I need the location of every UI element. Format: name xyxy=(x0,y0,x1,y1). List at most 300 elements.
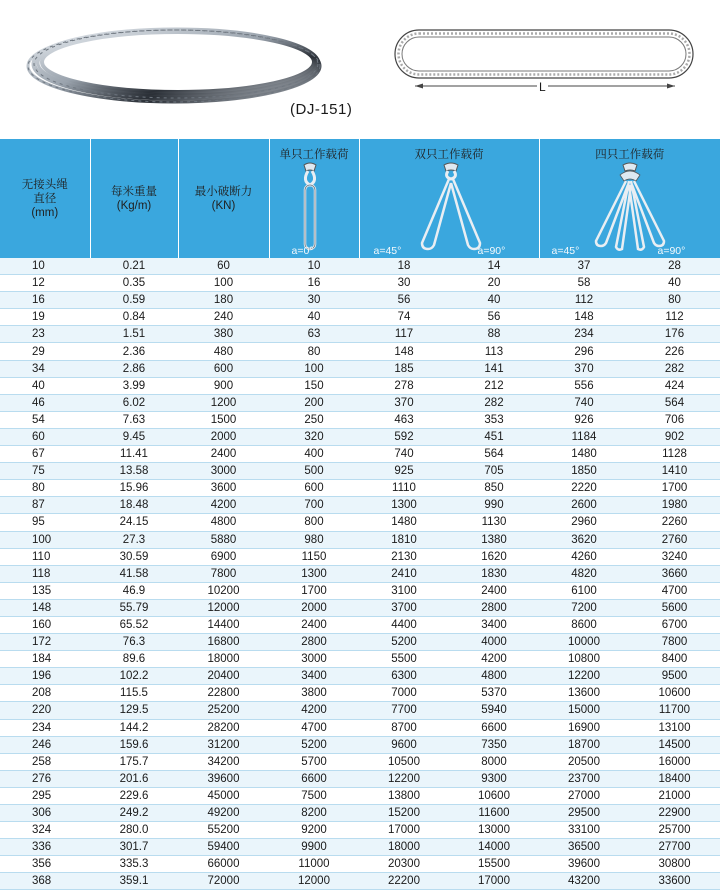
cell-quad-90: 902 xyxy=(629,428,720,445)
cell-double-45: 3700 xyxy=(359,599,449,616)
table-row xyxy=(0,805,720,822)
cell-breaking-force: 900 xyxy=(178,377,269,394)
cell-quad-90: 6700 xyxy=(629,616,720,633)
table-row xyxy=(0,497,720,514)
cell-quad-45: 556 xyxy=(539,377,629,394)
cell-single-load: 5200 xyxy=(269,736,359,753)
cell-double-90: 1130 xyxy=(449,514,539,531)
cell-weight: 15.96 xyxy=(90,480,178,497)
table-row xyxy=(0,377,720,394)
cell-diameter: 12 xyxy=(0,275,90,292)
cell-diameter: 16 xyxy=(0,292,90,309)
cell-weight: 0.35 xyxy=(90,275,178,292)
cell-breaking-force: 6900 xyxy=(178,548,269,565)
cell-double-45: 4400 xyxy=(359,616,449,633)
table-row xyxy=(0,531,720,548)
cell-single-load: 320 xyxy=(269,428,359,445)
cell-weight: 102.2 xyxy=(90,668,178,685)
cell-quad-90: 30800 xyxy=(629,856,720,873)
cell-breaking-force: 10200 xyxy=(178,582,269,599)
table-row xyxy=(0,446,720,463)
cell-quad-45: 926 xyxy=(539,411,629,428)
cell-diameter: 19 xyxy=(0,309,90,326)
table-row xyxy=(0,651,720,668)
table-row xyxy=(0,582,720,599)
cell-quad-90: 706 xyxy=(629,411,720,428)
header-diameter xyxy=(0,139,90,258)
cell-quad-45: 8600 xyxy=(539,616,629,633)
table-row xyxy=(0,719,720,736)
cell-breaking-force: 66000 xyxy=(178,856,269,873)
cell-double-45: 185 xyxy=(359,360,449,377)
table-row xyxy=(0,668,720,685)
quad-angle-45-label: a=45° xyxy=(552,245,580,257)
table-row xyxy=(0,411,720,428)
cell-breaking-force: 1500 xyxy=(178,411,269,428)
cell-quad-45: 29500 xyxy=(539,805,629,822)
cell-breaking-force: 16800 xyxy=(178,634,269,651)
table-row xyxy=(0,770,720,787)
cell-quad-90: 226 xyxy=(629,343,720,360)
cell-quad-45: 3620 xyxy=(539,531,629,548)
single-angle-label: a=0° xyxy=(292,245,314,257)
cell-breaking-force: 34200 xyxy=(178,753,269,770)
cell-breaking-force: 5880 xyxy=(178,531,269,548)
cell-double-90: 4800 xyxy=(449,668,539,685)
double-hook-sling-icon xyxy=(416,161,486,253)
cell-diameter: 23 xyxy=(0,326,90,343)
cell-breaking-force: 600 xyxy=(178,360,269,377)
cell-weight: 76.3 xyxy=(90,634,178,651)
cell-weight: 7.63 xyxy=(90,411,178,428)
cell-quad-90: 7800 xyxy=(629,634,720,651)
cell-quad-90: 33600 xyxy=(629,873,720,890)
cell-weight: 201.6 xyxy=(90,770,178,787)
table-row xyxy=(0,787,720,804)
cell-diameter: 40 xyxy=(0,377,90,394)
cell-single-load: 80 xyxy=(269,343,359,360)
cell-weight: 9.45 xyxy=(90,428,178,445)
cell-diameter: 46 xyxy=(0,394,90,411)
cell-breaking-force: 2000 xyxy=(178,428,269,445)
cell-single-load: 9200 xyxy=(269,822,359,839)
table-row xyxy=(0,856,720,873)
cell-double-90: 705 xyxy=(449,463,539,480)
table-row xyxy=(0,480,720,497)
cell-weight: 301.7 xyxy=(90,839,178,856)
cell-quad-45: 2960 xyxy=(539,514,629,531)
cell-diameter: 95 xyxy=(0,514,90,531)
cell-quad-45: 43200 xyxy=(539,873,629,890)
cell-breaking-force: 380 xyxy=(178,326,269,343)
cell-double-45: 1300 xyxy=(359,497,449,514)
cell-breaking-force: 100 xyxy=(178,275,269,292)
cell-double-90: 14 xyxy=(449,258,539,275)
header-weight-line1: 每米重量 xyxy=(91,185,178,199)
cell-weight: 115.5 xyxy=(90,685,178,702)
table-row xyxy=(0,292,720,309)
cell-quad-45: 1184 xyxy=(539,428,629,445)
header-weight-line2: (Kg/m) xyxy=(91,199,178,213)
cell-quad-45: 1850 xyxy=(539,463,629,480)
table-row xyxy=(0,873,720,890)
cell-double-45: 17000 xyxy=(359,822,449,839)
header-diameter-line2: 直径 xyxy=(0,192,90,206)
wire-rope-coil-image xyxy=(18,18,338,110)
cell-diameter: 368 xyxy=(0,873,90,890)
cell-diameter: 258 xyxy=(0,753,90,770)
cell-diameter: 87 xyxy=(0,497,90,514)
cell-quad-45: 15000 xyxy=(539,702,629,719)
table-row xyxy=(0,463,720,480)
cell-single-load: 2800 xyxy=(269,634,359,651)
cell-quad-45: 740 xyxy=(539,394,629,411)
cell-weight: 2.86 xyxy=(90,360,178,377)
cell-quad-90: 10600 xyxy=(629,685,720,702)
cell-breaking-force: 72000 xyxy=(178,873,269,890)
cell-quad-90: 8400 xyxy=(629,651,720,668)
cell-breaking-force: 4200 xyxy=(178,497,269,514)
table-row xyxy=(0,275,720,292)
cell-quad-90: 2760 xyxy=(629,531,720,548)
cell-double-90: 5940 xyxy=(449,702,539,719)
cell-quad-90: 564 xyxy=(629,394,720,411)
cell-diameter: 246 xyxy=(0,736,90,753)
table-row xyxy=(0,634,720,651)
cell-single-load: 11000 xyxy=(269,856,359,873)
cell-quad-45: 2220 xyxy=(539,480,629,497)
cell-weight: 41.58 xyxy=(90,565,178,582)
cell-single-load: 800 xyxy=(269,514,359,531)
cell-single-load: 100 xyxy=(269,360,359,377)
cell-diameter: 184 xyxy=(0,651,90,668)
table-row xyxy=(0,685,720,702)
cell-double-45: 370 xyxy=(359,394,449,411)
cell-diameter: 110 xyxy=(0,548,90,565)
cell-double-90: 10600 xyxy=(449,787,539,804)
cell-weight: 335.3 xyxy=(90,856,178,873)
cell-double-45: 592 xyxy=(359,428,449,445)
cell-quad-45: 112 xyxy=(539,292,629,309)
cell-quad-90: 16000 xyxy=(629,753,720,770)
cell-quad-45: 10800 xyxy=(539,651,629,668)
cell-quad-90: 2260 xyxy=(629,514,720,531)
cell-double-90: 1620 xyxy=(449,548,539,565)
cell-diameter: 196 xyxy=(0,668,90,685)
quad-hook-sling-icon xyxy=(590,161,670,253)
cell-diameter: 356 xyxy=(0,856,90,873)
cell-breaking-force: 3600 xyxy=(178,480,269,497)
cell-single-load: 1150 xyxy=(269,548,359,565)
cell-single-load: 8200 xyxy=(269,805,359,822)
cell-diameter: 324 xyxy=(0,822,90,839)
header-diameter-line3: (mm) xyxy=(0,206,90,220)
header-double-load xyxy=(359,139,539,258)
cell-diameter: 336 xyxy=(0,839,90,856)
cell-weight: 89.6 xyxy=(90,651,178,668)
cell-quad-90: 40 xyxy=(629,275,720,292)
load-spec-table xyxy=(0,139,720,890)
cell-double-90: 11600 xyxy=(449,805,539,822)
cell-weight: 0.21 xyxy=(90,258,178,275)
cell-single-load: 2000 xyxy=(269,599,359,616)
cell-quad-45: 370 xyxy=(539,360,629,377)
product-model-label: (DJ-151) xyxy=(290,101,352,118)
cell-quad-45: 6100 xyxy=(539,582,629,599)
cell-quad-90: 28 xyxy=(629,258,720,275)
cell-quad-90: 1700 xyxy=(629,480,720,497)
table-row xyxy=(0,616,720,633)
cell-single-load: 9900 xyxy=(269,839,359,856)
cell-diameter: 67 xyxy=(0,446,90,463)
cell-double-90: 113 xyxy=(449,343,539,360)
cell-weight: 30.59 xyxy=(90,548,178,565)
cell-single-load: 30 xyxy=(269,292,359,309)
table-row xyxy=(0,360,720,377)
cell-double-90: 990 xyxy=(449,497,539,514)
table-row xyxy=(0,753,720,770)
cell-quad-45: 234 xyxy=(539,326,629,343)
cell-diameter: 29 xyxy=(0,343,90,360)
table-row xyxy=(0,599,720,616)
cell-weight: 280.0 xyxy=(90,822,178,839)
product-illustrations xyxy=(0,0,720,140)
header-single-load xyxy=(269,139,359,258)
cell-quad-90: 112 xyxy=(629,309,720,326)
cell-double-45: 10500 xyxy=(359,753,449,770)
cell-double-90: 353 xyxy=(449,411,539,428)
cell-double-90: 212 xyxy=(449,377,539,394)
cell-double-90: 141 xyxy=(449,360,539,377)
cell-quad-90: 3240 xyxy=(629,548,720,565)
cell-diameter: 148 xyxy=(0,599,90,616)
cell-quad-90: 5600 xyxy=(629,599,720,616)
cell-single-load: 600 xyxy=(269,480,359,497)
cell-breaking-force: 180 xyxy=(178,292,269,309)
cell-breaking-force: 31200 xyxy=(178,736,269,753)
cell-double-45: 1480 xyxy=(359,514,449,531)
cell-quad-90: 9500 xyxy=(629,668,720,685)
cell-breaking-force: 1200 xyxy=(178,394,269,411)
cell-double-90: 2800 xyxy=(449,599,539,616)
header-breaking-force xyxy=(178,139,269,258)
cell-single-load: 200 xyxy=(269,394,359,411)
cell-single-load: 700 xyxy=(269,497,359,514)
cell-quad-45: 20500 xyxy=(539,753,629,770)
header-diameter-line1: 无接头绳 xyxy=(0,178,90,192)
cell-quad-45: 148 xyxy=(539,309,629,326)
cell-weight: 249.2 xyxy=(90,805,178,822)
cell-quad-45: 4260 xyxy=(539,548,629,565)
table-row xyxy=(0,839,720,856)
cell-weight: 359.1 xyxy=(90,873,178,890)
cell-double-90: 1380 xyxy=(449,531,539,548)
cell-weight: 46.9 xyxy=(90,582,178,599)
cell-double-90: 282 xyxy=(449,394,539,411)
cell-quad-45: 2600 xyxy=(539,497,629,514)
cell-double-90: 88 xyxy=(449,326,539,343)
cell-double-45: 8700 xyxy=(359,719,449,736)
cell-double-45: 18 xyxy=(359,258,449,275)
cell-double-90: 2400 xyxy=(449,582,539,599)
cell-double-45: 74 xyxy=(359,309,449,326)
cell-double-45: 15200 xyxy=(359,805,449,822)
cell-quad-90: 80 xyxy=(629,292,720,309)
cell-quad-45: 13600 xyxy=(539,685,629,702)
cell-weight: 6.02 xyxy=(90,394,178,411)
cell-double-90: 4000 xyxy=(449,634,539,651)
cell-double-45: 20300 xyxy=(359,856,449,873)
cell-quad-45: 58 xyxy=(539,275,629,292)
cell-breaking-force: 59400 xyxy=(178,839,269,856)
cell-quad-90: 22900 xyxy=(629,805,720,822)
cell-double-45: 148 xyxy=(359,343,449,360)
cell-single-load: 3800 xyxy=(269,685,359,702)
cell-double-90: 56 xyxy=(449,309,539,326)
cell-quad-45: 33100 xyxy=(539,822,629,839)
cell-double-45: 2130 xyxy=(359,548,449,565)
cell-breaking-force: 2400 xyxy=(178,446,269,463)
cell-quad-90: 13100 xyxy=(629,719,720,736)
cell-double-90: 6600 xyxy=(449,719,539,736)
cell-weight: 129.5 xyxy=(90,702,178,719)
double-angle-45-label: a=45° xyxy=(374,245,402,257)
quad-angle-90-label: a=90° xyxy=(658,245,686,257)
cell-single-load: 2400 xyxy=(269,616,359,633)
cell-quad-90: 3660 xyxy=(629,565,720,582)
cell-double-45: 2410 xyxy=(359,565,449,582)
cell-diameter: 220 xyxy=(0,702,90,719)
cell-quad-45: 10000 xyxy=(539,634,629,651)
cell-diameter: 172 xyxy=(0,634,90,651)
cell-diameter: 75 xyxy=(0,463,90,480)
cell-double-90: 8000 xyxy=(449,753,539,770)
cell-quad-90: 282 xyxy=(629,360,720,377)
cell-double-45: 3100 xyxy=(359,582,449,599)
cell-quad-90: 176 xyxy=(629,326,720,343)
table-row xyxy=(0,309,720,326)
cell-diameter: 135 xyxy=(0,582,90,599)
cell-diameter: 34 xyxy=(0,360,90,377)
cell-weight: 3.99 xyxy=(90,377,178,394)
table-row xyxy=(0,326,720,343)
cell-single-load: 6600 xyxy=(269,770,359,787)
cell-diameter: 10 xyxy=(0,258,90,275)
cell-single-load: 1700 xyxy=(269,582,359,599)
cell-double-45: 22200 xyxy=(359,873,449,890)
cell-quad-90: 14500 xyxy=(629,736,720,753)
header-breaking-line1: 最小破断力 xyxy=(179,185,269,199)
cell-double-90: 7350 xyxy=(449,736,539,753)
cell-single-load: 10 xyxy=(269,258,359,275)
cell-double-90: 15500 xyxy=(449,856,539,873)
cell-weight: 18.48 xyxy=(90,497,178,514)
cell-weight: 2.36 xyxy=(90,343,178,360)
cell-breaking-force: 20400 xyxy=(178,668,269,685)
cell-quad-45: 39600 xyxy=(539,856,629,873)
cell-single-load: 7500 xyxy=(269,787,359,804)
cell-double-45: 463 xyxy=(359,411,449,428)
cell-double-90: 850 xyxy=(449,480,539,497)
cell-diameter: 118 xyxy=(0,565,90,582)
cell-single-load: 40 xyxy=(269,309,359,326)
table-row xyxy=(0,548,720,565)
cell-double-45: 1810 xyxy=(359,531,449,548)
cell-weight: 11.41 xyxy=(90,446,178,463)
cell-weight: 159.6 xyxy=(90,736,178,753)
cell-single-load: 16 xyxy=(269,275,359,292)
cell-quad-45: 4820 xyxy=(539,565,629,582)
header-weight xyxy=(90,139,178,258)
cell-quad-45: 16900 xyxy=(539,719,629,736)
cell-breaking-force: 12000 xyxy=(178,599,269,616)
header-single-title: 单只工作载荷 xyxy=(270,146,359,162)
cell-quad-45: 18700 xyxy=(539,736,629,753)
cell-single-load: 4700 xyxy=(269,719,359,736)
cell-double-45: 13800 xyxy=(359,787,449,804)
header-quad-title: 四只工作载荷 xyxy=(540,146,720,162)
cell-weight: 1.51 xyxy=(90,326,178,343)
cell-single-load: 400 xyxy=(269,446,359,463)
cell-weight: 55.79 xyxy=(90,599,178,616)
cell-quad-45: 37 xyxy=(539,258,629,275)
cell-quad-90: 424 xyxy=(629,377,720,394)
header-quad-load xyxy=(539,139,720,258)
header-breaking-line2: (KN) xyxy=(179,199,269,213)
table-row xyxy=(0,258,720,275)
cell-diameter: 80 xyxy=(0,480,90,497)
cell-double-45: 7700 xyxy=(359,702,449,719)
cell-double-90: 40 xyxy=(449,292,539,309)
cell-single-load: 500 xyxy=(269,463,359,480)
cell-quad-45: 7200 xyxy=(539,599,629,616)
cell-quad-45: 36500 xyxy=(539,839,629,856)
cell-single-load: 980 xyxy=(269,531,359,548)
cell-weight: 65.52 xyxy=(90,616,178,633)
cell-single-load: 3400 xyxy=(269,668,359,685)
cell-single-load: 12000 xyxy=(269,873,359,890)
cell-weight: 24.15 xyxy=(90,514,178,531)
cell-double-90: 5370 xyxy=(449,685,539,702)
cell-double-45: 5500 xyxy=(359,651,449,668)
cell-double-90: 13000 xyxy=(449,822,539,839)
cell-diameter: 276 xyxy=(0,770,90,787)
cell-weight: 0.84 xyxy=(90,309,178,326)
cell-quad-45: 296 xyxy=(539,343,629,360)
double-angle-90-label: a=90° xyxy=(478,245,506,257)
single-hook-sling-icon xyxy=(290,161,330,253)
cell-breaking-force: 480 xyxy=(178,343,269,360)
cell-quad-90: 1128 xyxy=(629,446,720,463)
cell-breaking-force: 4800 xyxy=(178,514,269,531)
cell-diameter: 234 xyxy=(0,719,90,736)
cell-double-90: 9300 xyxy=(449,770,539,787)
cell-double-45: 6300 xyxy=(359,668,449,685)
cell-single-load: 4200 xyxy=(269,702,359,719)
cell-double-90: 564 xyxy=(449,446,539,463)
cell-double-45: 7000 xyxy=(359,685,449,702)
cell-quad-90: 11700 xyxy=(629,702,720,719)
cell-weight: 175.7 xyxy=(90,753,178,770)
table-row xyxy=(0,343,720,360)
table-row xyxy=(0,514,720,531)
cell-single-load: 3000 xyxy=(269,651,359,668)
cell-double-45: 9600 xyxy=(359,736,449,753)
cell-breaking-force: 28200 xyxy=(178,719,269,736)
cell-single-load: 1300 xyxy=(269,565,359,582)
cell-double-45: 12200 xyxy=(359,770,449,787)
cell-diameter: 306 xyxy=(0,805,90,822)
